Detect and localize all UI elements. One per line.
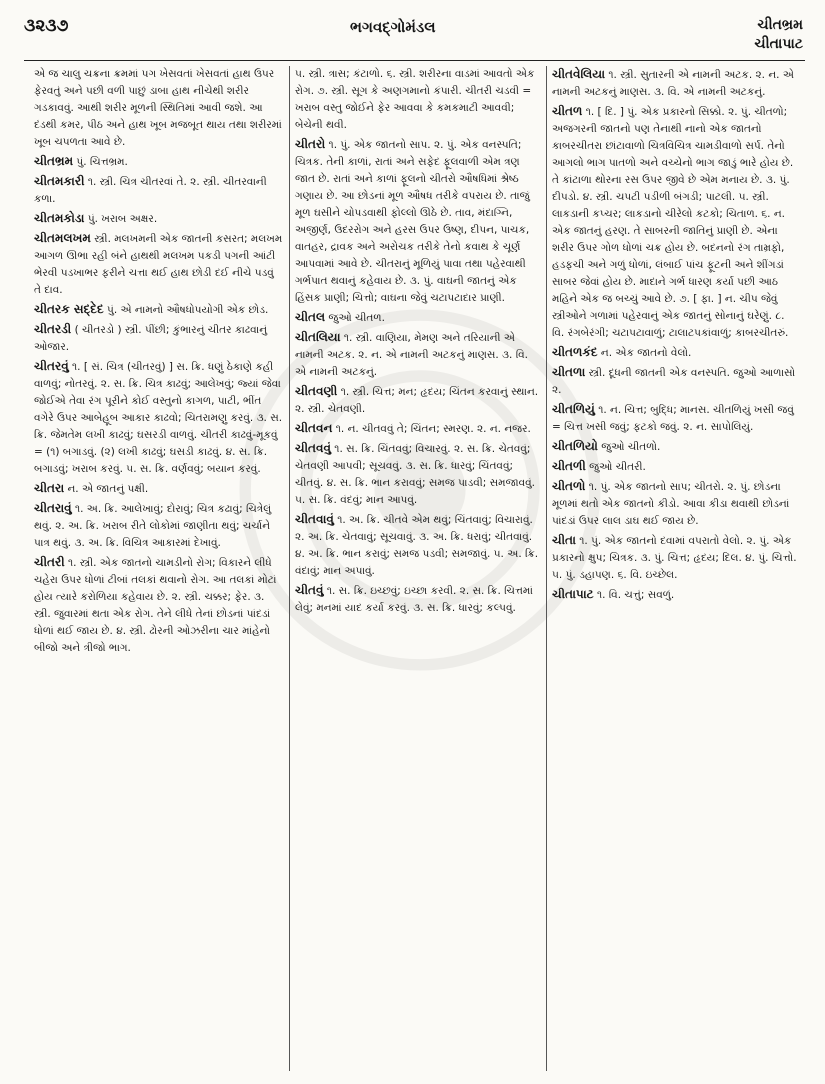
- dictionary-entry: [34, 554, 283, 657]
- dictionary-entry: [552, 458, 797, 476]
- headword: ચીતમકોડા: [34, 211, 85, 225]
- page-number: ૩૨૩૭: [24, 16, 69, 36]
- definition: ૧. સ્ત્રી. સુતારની એ નામની અટક. ૨. ન. એ નામની અટકનું માણસ. ૩. વિ. એ નામની અટકનું.: [552, 69, 794, 98]
- dictionary-entry: [295, 309, 540, 327]
- dictionary-entry: [552, 344, 797, 362]
- definition: ન. એ જાતનું પક્ષી.: [67, 483, 149, 495]
- dictionary-entry: [295, 136, 540, 307]
- dictionary-entry: [552, 66, 797, 101]
- headword: ચીતભ્રમ: [34, 154, 74, 168]
- definition: જુઓ ચીતળ.: [328, 312, 385, 324]
- column-1: [32, 66, 289, 1071]
- headword: ચીતલ: [295, 310, 326, 324]
- headword: ચીતરો: [295, 137, 326, 151]
- dictionary-entry: [295, 440, 540, 509]
- dictionary-entry: [34, 153, 283, 171]
- dictionary-entry: [295, 66, 540, 134]
- dictionary-entry: [295, 420, 540, 438]
- guide-words: [754, 16, 803, 54]
- definition: ૧. સ્ત્રી. ચિત્ર ચીતરવાં તે. ૨. સ્ત્રી. ચીતરવાની કળા.: [34, 176, 267, 205]
- dictionary-entry: [34, 500, 283, 552]
- dictionary-entry: [34, 210, 283, 228]
- definition: ૧. ન. ચિત્ત; બુદ્ધિ; માનસ. ચીતળિયું ખસી જવું = ચિત્ત ખસી જવું; ફટકો જવું. ૨. ન. સાપોલિયું.: [552, 404, 794, 433]
- definition: જુઓ ચીતરી.: [589, 461, 646, 473]
- header-rule: [24, 60, 805, 61]
- dictionary-entry: [552, 478, 797, 530]
- dictionary-entry: [295, 383, 540, 418]
- definition: ૫. સ્ત્રી. ત્રાસ; કંટાળો. ૬. સ્ત્રી. શરીરના વાડમાં આવતો એક રોગ. ૭. સ્ત્રી. સૂગ કે અણગમાનો કંપારી. ચીતરી ચડવી = ખરાબ વસ્તુ જોઈને ફેર આવવા કે કમકમાટી આવવી; બેચેની થવી.: [295, 68, 535, 131]
- dictionary-columns: [32, 66, 804, 1071]
- dictionary-entry: [552, 438, 797, 456]
- definition: ૧. [ સં. ચિત્ર (ચીતરવું) ] સ. ક્રિ. ધણું ઠેકાણે કહી વાળવું; નોતરવું. ૨. સ. ક્રિ. ચિત્ર કાઢવું; આલેખવું; જ્યાં જેવા જોઈએ તેવા રંગ પૂરીને કોઈ વસ્તુનો કાગળ, પાટી, ભીંત વગેરે ઉપર આબેહૂબ આકાર કાઢવો; ચિતરામણુ કરવું. ૩. સ. ક્રિ. જેમતેમ લખી કાઢવું; ઘસરડી વાળવું. ચીતરી કાઢવું-મૂકવું = (૧) બગાડવું. (૨) લખી કાઢવું; ઘસડી કાઢવું. ૪. સ. ક્રિ. બગાડવું; ખરાબ કરવું. ૫. સ. ક્રિ. વર્ણવવું; બયાન કરવું.: [34, 361, 283, 475]
- guide-word-first: ચીતભ્રમ: [757, 17, 803, 33]
- dictionary-entry: [295, 582, 540, 617]
- running-title: ભગવદ્ગોમંડલ: [350, 18, 436, 36]
- definition: ન. એક જાતનો વેલો.: [600, 347, 692, 359]
- dictionary-entry: [34, 173, 283, 208]
- headword: ચીતમકારી: [34, 174, 85, 188]
- headword: ચીતવન: [295, 421, 333, 435]
- dictionary-entry: [34, 321, 283, 356]
- headword: ચીતવાવું: [295, 512, 334, 526]
- definition: ૧. સ્ત્રી. એક જાતનો ચામડીનો રોગ; વિકારને લીધે ચહેરા ઉપર ધોળાં ટીબાં તલકાં થવાનો રોગ. આ તલકાં મોટાં હોય ત્યારે કરોળિયા કહેવાય છે. ૨. સ્ત્રી. ચક્કર; ફેર. ૩. સ્ત્રી. જુવારમાં થતા એક રોગ. તેને લીધે તેનાં છોડનાં પાંદડાં ધોળાં થઈ જાય છે. ૪. સ્ત્રી. ઢોરની ઓઝરીના ચાર માંહેનો બીજો અને ત્રીજો ભાગ.: [34, 557, 277, 654]
- headword: ચીતળા: [552, 365, 586, 379]
- dictionary-entry: [552, 364, 797, 399]
- definition: ( ચીતરડો ) સ્ત્રી. પીંછી; કુંભારનું ચીતર કાઢવાનું ઓજાર.: [34, 324, 268, 353]
- definition: ૧. સ. ક્રિ. ચિંતવવું; વિચારવું. ૨. સ. ક્રિ. ચેતવવું; ચેતવણી આપવી; સૂચવવું. ૩. સ. ક્રિ. ધારવું; ચિંતવવું; ચીતવું. ૪. સ. ક્રિ. ભાન કરાવવું; સમજ પાડવી; સમજાવવું. ૫. સ. ક્રિ. વંદવું; માન આપવું.: [295, 443, 535, 506]
- headword: ચીતા: [552, 533, 576, 547]
- definition: એ જ ચાલુ ચક્રના ક્રમમાં પગ ખેસવતાં ખેસવતાં હાથ ઉપર ફેરવતું અને પછી વળી પાછું ડાબા હાથ નીચેથી શરીર ગડકાવવું. આથી શરીર મૂળની સ્થિતિમાં આવી જશે. આ દંડથી કમર, પીઠ અને હાથ ખૂબ મજબૂત થાય તથા શરીરમાં ખૂબ ચપળતા આવે છે.: [34, 68, 282, 148]
- definition: ૧. [ દિ. ] પું. એક પ્રકારનો સિક્કો. ૨. પું. ચીતળો; અજગરની જાતનો પણ તેનાથી નાનો એક જાતનો કાબરચીતરા છાંટાવાળો ચિત્રવિચિત્ર ચામડીવાળો સર્પ. તેનો આગલો ભાગ પાતળો અને વચ્ચેનો ભાગ જાડું ભારે હોય છે. તે કાંટાળા થોરના રસ ઉપર જીવે છે એમ મનાય છે. ૩. પું. દીપડો. ૪. સ્ત્રી. ચપટી પડીળી બંગડી; પાટલી. ૫. સ્ત્રી. લાકડાની કપ્ચર; લાકડાનો ચીરેલો કટકો; ચિતાળ. ૬. ન. એક જાતનું હરણ. તે સાબરની જાતિનું પ્રાણી છે. એના શરીર ઉપર ગોળ ધોળાં ચક્ર હોય છે. બદનનો રંગ તામ્રફો, હડફચી અને ગળું ધોળાં, લંબાઈ પાંચ ફૂટની અને શીંગડાં સાબર જેવાં હોય છે. માદાને ગર્ભ ધારણ કર્યા પછી આઠ મહિને એક જ બચ્ચું આવે છે. ૭. [ ફા. ] ન. ચીપ જેવું સ્ત્રીઓને ગળામાં પહેરવાનું એક જાતનું સોનાનું ઘરેણું. ૮. વિ. રંગબેરંગી; ચટાપટાવાળું; ટાલાટપકાંવાળું; કાબરચીતરું.: [552, 106, 794, 339]
- headword: ચીતરાવું: [34, 501, 72, 515]
- definition: પું. ખરાબ અક્ષર.: [87, 213, 158, 225]
- definition: ૧. વિ. ચત્તું; સવળું.: [596, 589, 675, 601]
- headword: ચીતવેલિયા: [552, 67, 606, 81]
- definition: સ્ત્રી. દૂધની જાતની એક વનસ્પતિ. જુઓ આળાસો ૨.: [552, 367, 796, 396]
- dictionary-entry: [34, 230, 283, 299]
- headword: ચીતવવું: [295, 441, 331, 455]
- dictionary-entry: [552, 103, 797, 342]
- headword: ચીતળિયો: [552, 439, 598, 453]
- headword: ચીતરડી: [34, 322, 72, 336]
- definition: પું. ચિત્તભ્રમ.: [76, 156, 128, 168]
- headword: ચીતવું: [295, 583, 324, 597]
- headword: ચીતાપાટ: [552, 587, 594, 601]
- dictionary-entry: [295, 329, 540, 381]
- headword: ચીતળો: [552, 479, 586, 493]
- definition: ૧. ન. ચીતવવું તે; ચિંતન; સ્મરણ. ૨. ન. નજર.: [335, 423, 531, 435]
- definition: ૧. સ્ત્રી. વાણિયા, મેમણ અને તરિયાની એ નામની અટક. ૨. ન. એ નામની અટકનું માણસ. ૩. વિ. એ નામની અટકનું.: [295, 332, 528, 378]
- headword: ચીતળી: [552, 459, 586, 473]
- column-3: [546, 66, 803, 1071]
- headword: ચીતરવું: [34, 359, 69, 373]
- definition: ૧. પું. એક જાતનો દવામાં વપરાતો વેલો. ૨. પું. એક પ્રકારનો ક્ષુપ; ચિત્રક. ૩. પું. ચિત્ત; હૃદય; દિલ. ૪. પું. ચિત્તો. ૫. પું. ડહાપણ. ૬. વિ. ઇચ્છેલ.: [552, 535, 797, 581]
- definition: સ્ત્રી. મલખમની એક જાતની કસરત; મલખમ આગળ ઊભા રહી બંને હાથથી મલખમ પકડી પગની આંટી ભેરવી પડખાભર ફરીને ચત્તા થઈ હાથ છોડી દઈ નીચે પડવું તે દાવ.: [34, 233, 283, 296]
- definition: ૧. પું. એક જાતનો સાપ; ચીતરો. ૨. પું. છોડના મૂળમાં થતો એક જાતનો કીડો. આવા કીડા થવાથી છોડનાં પાંદડાં ઉપર લાલ ડાઘ થઈ જાય છે.: [552, 481, 790, 527]
- dictionary-entry: [295, 511, 540, 580]
- column-2: [289, 66, 546, 1071]
- headword: ચીતરી: [34, 555, 65, 569]
- headword: ચીતલિયા: [295, 330, 341, 344]
- headword: ચીતવણી: [295, 384, 338, 398]
- dictionary-entry: [34, 480, 283, 498]
- definition: પું. એ નામનો ઔષધોપયોગી એક છોડ.: [107, 304, 269, 316]
- definition: ૧. અ. ક્રિ. ચીતવે એમ થવું; ચિંતવાવું; વિચારાવું. ૨. અ. ક્રિ. ચેતવાવું; સૂચવાવું. ૩. અ. ક્રિ. ધરાવું; ચીતવાવું. ૪. અ. ક્રિ. ભાન કરાવું; સમજ પડવી; સમજાવું. ૫. અ. ક્રિ. વંદાવું; માન અપાવું.: [295, 514, 539, 577]
- definition: જુઓ ચીતળો.: [601, 441, 661, 453]
- headword: ચીતરા: [34, 481, 65, 495]
- definition: ૧. સ. ક્રિ. ઇચ્છવું; ઇચ્છા કરવી. ૨. સ. ક્રિ. ચિત્તમાં લેવું; મનમાં યાદ કર્યા કરવું. ૩. સ. ક્રિ. ધારવું; કલ્પવું.: [295, 585, 533, 614]
- dictionary-entry: [552, 532, 797, 584]
- dictionary-entry: [34, 301, 283, 319]
- dictionary-entry: [552, 401, 797, 436]
- definition: ૧. સ્ત્રી. ચિત્ત; મન; હૃદય; ચિંતન કરવાનું સ્થાન. ૨. સ્ત્રી. ચેતવણી.: [295, 386, 539, 415]
- dictionary-entry: [552, 586, 797, 604]
- headword: ચીતરક સદ્દેદ: [34, 302, 104, 316]
- definition: ૧. અ. ક્રિ. આલેખાવું; દોરાવું; ચિત્ર કઢાવું; ચિત્રેલું થવું. ૨. અ. ક્રિ. ખરાબ રીતે લોકોમાં જાણીતા થવું; ચર્ચાને પાત્ર થવું. ૩. અ. ક્રિ. વિચિત્ર આકારમાં દેખાવું.: [34, 503, 272, 549]
- definition: ૧. પું. એક જાતનો સાપ. ૨. પું. એક વનસ્પતિ; ચિત્રક. તેની કાળાં, રાતાં અને સફેદ ફૂલવાળી એમ ત્રણ જાત છે. રાતાં અને કાળાં ફૂલનો ચીતરો ઔષધિમાં શ્રેષ્ઠ ગણાય છે. આ છોડનાં મૂળ ઔષધ તરીકે વપરાય છે. તાજું મૂળ ઘસીને ચોપડવાથી ફોલ્લો ઊઠે છે. તાવ, મંદાગ્નિ, અજીર્ણ, ઉદરરોગ અને હરસ ઉપર ઉષ્ણ, દીપન, પાચક, વાતહર, દ્રાવક અને અરોચક તરીકે તેનો કવાથ કે ચૂર્ણ આપવામાં આવે છે. ચીતરાનું મૂળિયું પાવા તથા પહેરવાથી ગર્ભપાત થવાનું કહેવાય છે. ૩. પું. વાઘની જાતનું એક હિંસક પ્રાણી; ચિત્તો; વાઘના જેવું ચટાપટાદાર પ્રાણી.: [295, 139, 530, 304]
- headword: ચીતળકંદ: [552, 345, 598, 359]
- headword: ચીતમલખમ: [34, 231, 91, 245]
- guide-word-last: ચીતાપાટ: [754, 36, 803, 52]
- headword: ચીતળિયું: [552, 402, 595, 416]
- dictionary-entry: [34, 66, 283, 151]
- headword: ચીતળ: [552, 104, 583, 118]
- dictionary-entry: [34, 358, 283, 478]
